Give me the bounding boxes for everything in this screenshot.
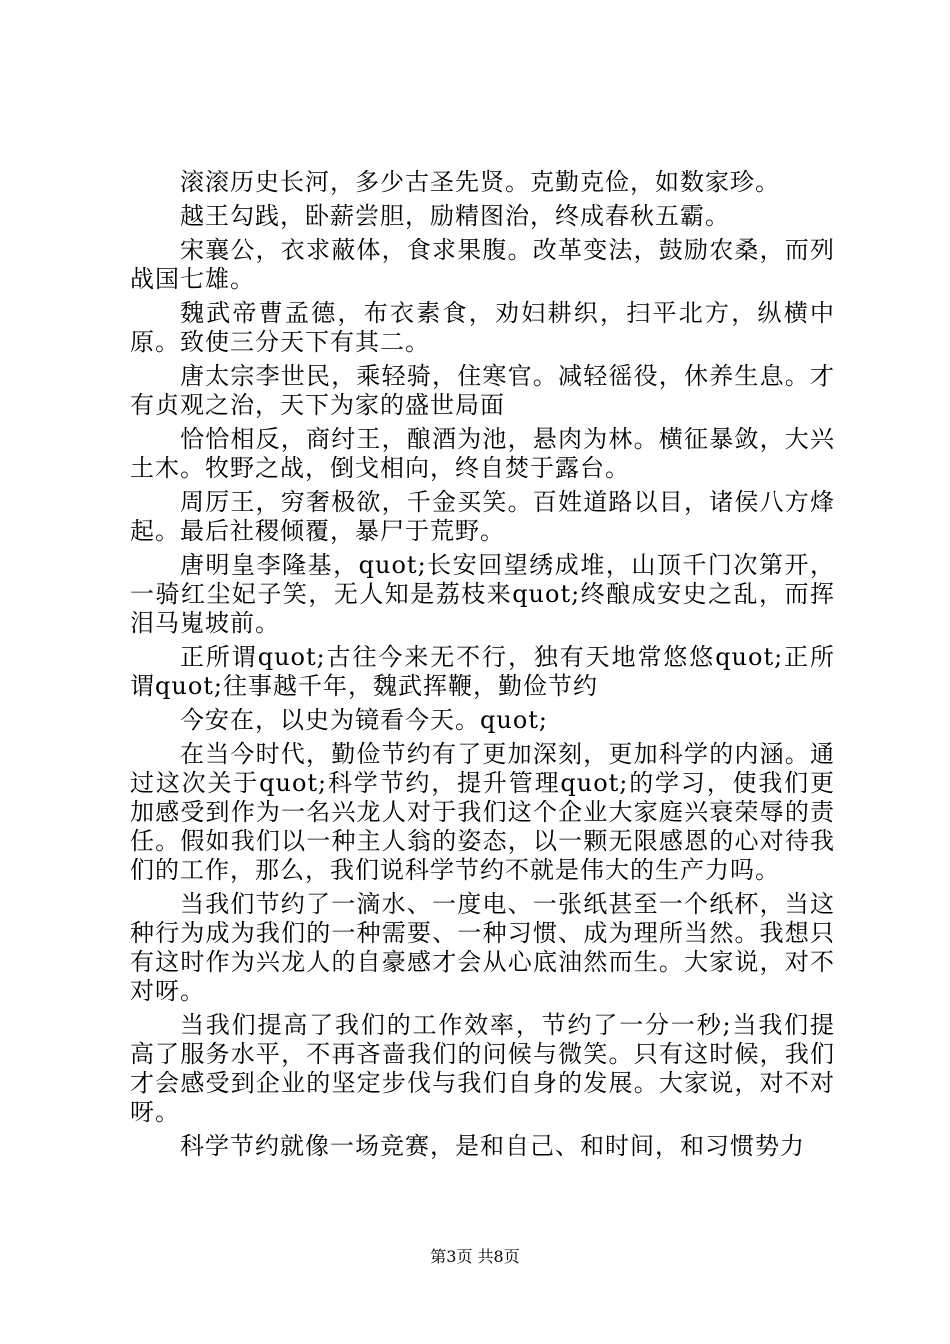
paragraph: 周厉王，穷奢极欲，千金买笑。百姓道路以目，诸侯八方烽起。最后社稷倾覆，暴尸于荒野。	[130, 488, 835, 545]
paragraph: 今安在，以史为镜看今天。quot;	[180, 706, 548, 734]
paragraph: 当我们提高了我们的工作效率，节约了一分一秒;当我们提高了服务水平，不再吝啬我们的问候与微笑。只有这时候，我们才会感受到企业的坚定步伐与我们自身的发展。大家说，对不对呀。	[130, 1011, 835, 1126]
paragraph: 唐太宗李世民，乘轻骑，住寒官。减轻徭役，休养生息。才有贞观之治，天下为家的盛世局面	[130, 362, 835, 419]
paragraph: 越王勾践，卧薪尝胆，励精图治，终成春秋五霸。	[180, 202, 730, 230]
paragraph: 恰恰相反，商纣王，酿酒为池，悬肉为林。横征暴敛，大兴土木。牧野之战，倒戈相向，终自焚于露台。	[130, 425, 835, 482]
paragraph: 滚滚历史长河，多少古圣先贤。克勤克俭，如数家珍。	[180, 168, 780, 196]
page-number: 第3页 共8页	[430, 1247, 520, 1266]
paragraph: 在当今时代，勤俭节约有了更加深刻，更加科学的内涵。通过这次关于quot;科学节约，提升管理quot;的学习，使我们更加感受到作为一名兴龙人对于我们这个企业大家庭兴衰荣辱的责任。假如我们以一种主人翁的姿态，以一颗无限感恩的心对待我们的工作，那么，我们说科学节约不就是伟大的生产力吗。	[130, 740, 835, 884]
paragraph: 唐明皇李隆基，quot;长安回望绣成堆，山顶千门次第开，一骑红尘妃子笑，无人知是荔枝来quot;终酿成安史之乱，而挥泪马嵬坡前。	[130, 551, 835, 637]
page-footer	[0, 1244, 950, 1267]
paragraph: 魏武帝曹孟德，布衣素食，劝妇耕织，扫平北方，纵横中原。致使三分天下有其二。	[130, 299, 835, 356]
paragraph: 当我们节约了一滴水、一度电、一张纸甚至一个纸杯，当这种行为成为我们的一种需要、一种习惯、成为理所当然。我想只有这时作为兴龙人的自豪感才会从心底油然而生。大家说，对不对呀。	[130, 890, 835, 1005]
paragraph: 宋襄公，衣求蔽体，食求果腹。改革变法，鼓励农桑，而列战国七雄。	[130, 236, 835, 293]
body-text	[130, 168, 835, 1166]
paragraph: 正所谓quot;古往今来无不行，独有天地常悠悠quot;正所谓quot;往事越千年，魏武挥鞭，勤俭节约	[130, 643, 835, 700]
paragraph: 科学节约就像一场竞赛，是和自己、和时间，和习惯势力	[180, 1132, 805, 1160]
